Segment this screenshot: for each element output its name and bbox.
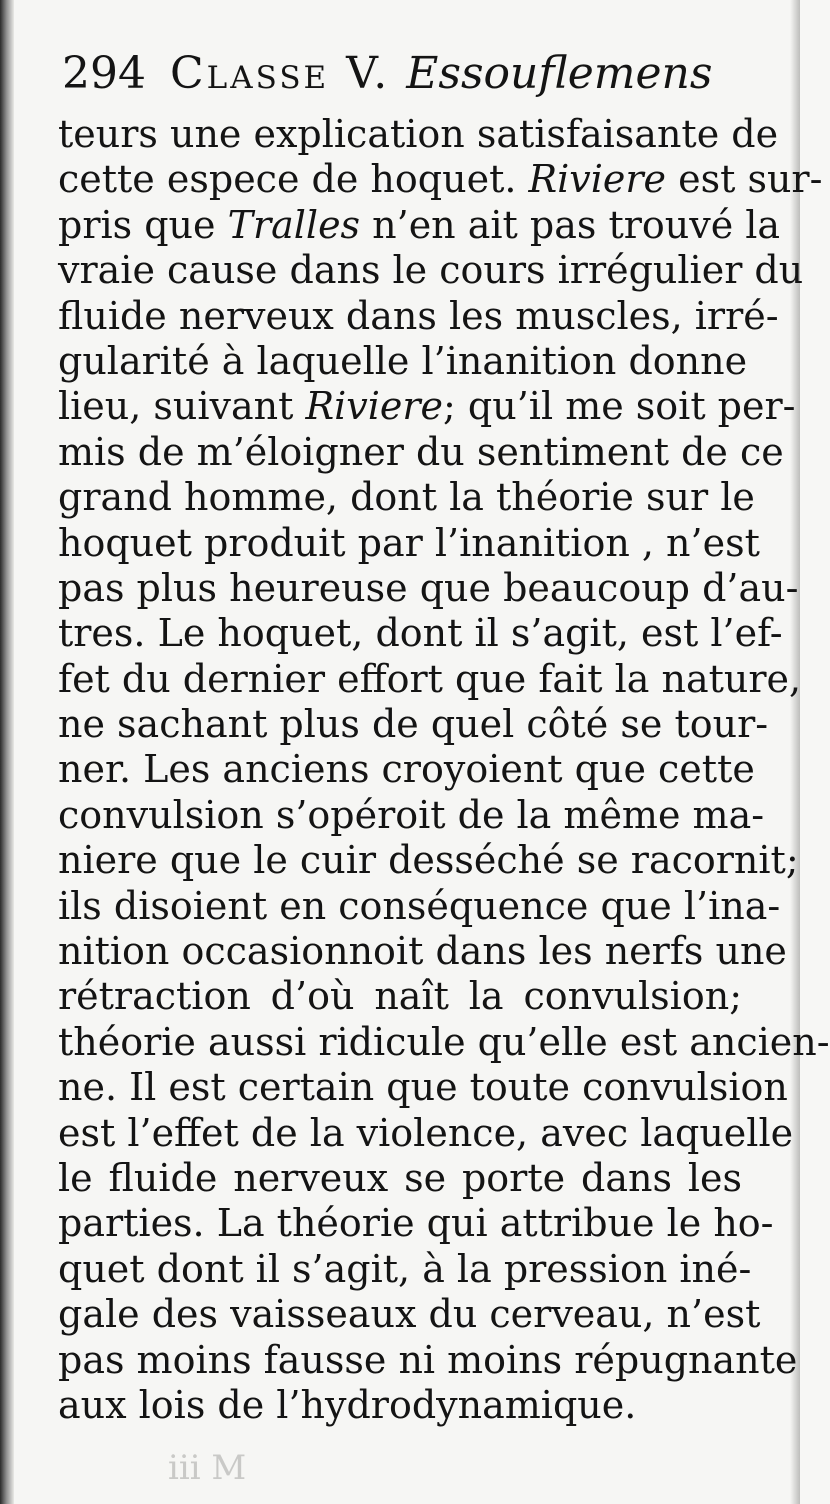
text-line [58, 429, 784, 475]
text-run: le fluide nerveux se porte dans les [58, 1155, 742, 1200]
text-line [58, 248, 804, 293]
text-run: aux lois de l’hydrodynamique. [58, 1382, 637, 1427]
text-line [58, 1156, 742, 1201]
text-run: ; qu’il me soit per- [443, 384, 796, 429]
page-number: 294 [62, 48, 146, 99]
binding-shadow [0, 0, 14, 1504]
text-run: nition occasionnoit dans les nerfs une [58, 929, 787, 974]
text-line [58, 384, 796, 429]
text-line [58, 747, 755, 792]
text-line [58, 338, 748, 384]
text-run: pris que [58, 202, 228, 247]
text-line [58, 112, 779, 157]
text-line [58, 1110, 794, 1156]
text-line [58, 1019, 830, 1065]
text-line [58, 929, 787, 974]
text-run: est l’effet de la violence, avec laquelle [58, 1110, 794, 1155]
text-run: lieu, suivant [58, 384, 306, 429]
running-head [62, 44, 742, 104]
text-run: est sur- [666, 157, 823, 202]
text-line [58, 202, 781, 248]
text-line [58, 792, 765, 838]
text-run: ne. Il est certain que toute convulsion [58, 1065, 788, 1110]
text-run: hoquet produit par l’inanition , n’est [58, 520, 760, 565]
text-run: fet du dernier effort que fait la nature, [58, 656, 802, 701]
text-line [58, 656, 802, 702]
italic-name: Tralles [227, 202, 361, 247]
text-line [58, 1337, 798, 1383]
text-line [58, 1292, 761, 1337]
text-run: niere que le cuir desséché se racornit; [58, 838, 799, 883]
text-run: fluide nerveux dans les muscles, irré- [58, 293, 779, 338]
text-run: ner. Les anciens croyoient que cette [58, 747, 755, 792]
text-run: tres. Le hoquet, dont il s’agit, est l’ef- [58, 611, 783, 656]
text-run: mis de m’éloigner du sentiment de ce [58, 429, 784, 474]
text-line [58, 702, 769, 747]
page-edge-shadow [790, 0, 800, 1504]
italic-name: Riviere [305, 384, 444, 429]
text-run: ils disoient en conséquence que l’ina- [58, 883, 781, 928]
text-run: ne sachant plus de quel côté se tour- [58, 702, 769, 747]
text-line [58, 1246, 752, 1292]
text-line [58, 475, 755, 520]
text-line [58, 1201, 774, 1246]
text-run: grand homme, dont la théorie sur le [58, 475, 755, 520]
text-line [58, 883, 781, 929]
text-run: vraie cause dans le cours irrégulier du [58, 248, 804, 293]
text-run: parties. La théorie qui attribue le ho- [58, 1201, 774, 1246]
body-text [58, 112, 830, 1428]
classe-heading: Classe V. [169, 48, 391, 99]
running-title: Essouflemens [406, 48, 713, 99]
text-run: pas moins fausse ni moins répugnante [58, 1337, 798, 1382]
text-run: n’en ait pas trouvé la [360, 202, 781, 247]
text-run: convulsion s’opéroit de la même ma- [58, 792, 765, 837]
text-line [58, 611, 783, 656]
text-line [58, 974, 742, 1019]
text-run: cette espece de hoquet. [58, 157, 529, 202]
text-line [58, 1383, 742, 1428]
italic-name: Riviere [528, 157, 667, 202]
text-run: quet dont il s’agit, à la pression iné- [58, 1246, 752, 1291]
text-line [58, 1065, 788, 1110]
text-run: théorie aussi ridicule qu’elle est ancien- [58, 1019, 830, 1064]
text-line [58, 157, 823, 202]
text-run: gularité à laquelle l’inanition donne [58, 338, 748, 383]
bleed-through-text: iii M [168, 1448, 247, 1488]
text-run: gale des vaisseaux du cerveau, n’est [58, 1292, 761, 1337]
text-line [58, 293, 779, 339]
text-line [58, 838, 799, 883]
text-run: rétraction d’où naît la convulsion; [58, 974, 742, 1019]
text-line [58, 520, 760, 566]
text-run: teurs une explication satisfaisante de [58, 112, 779, 156]
text-line [58, 565, 799, 611]
text-run: pas plus heureuse que beaucoup d’au- [58, 565, 799, 610]
